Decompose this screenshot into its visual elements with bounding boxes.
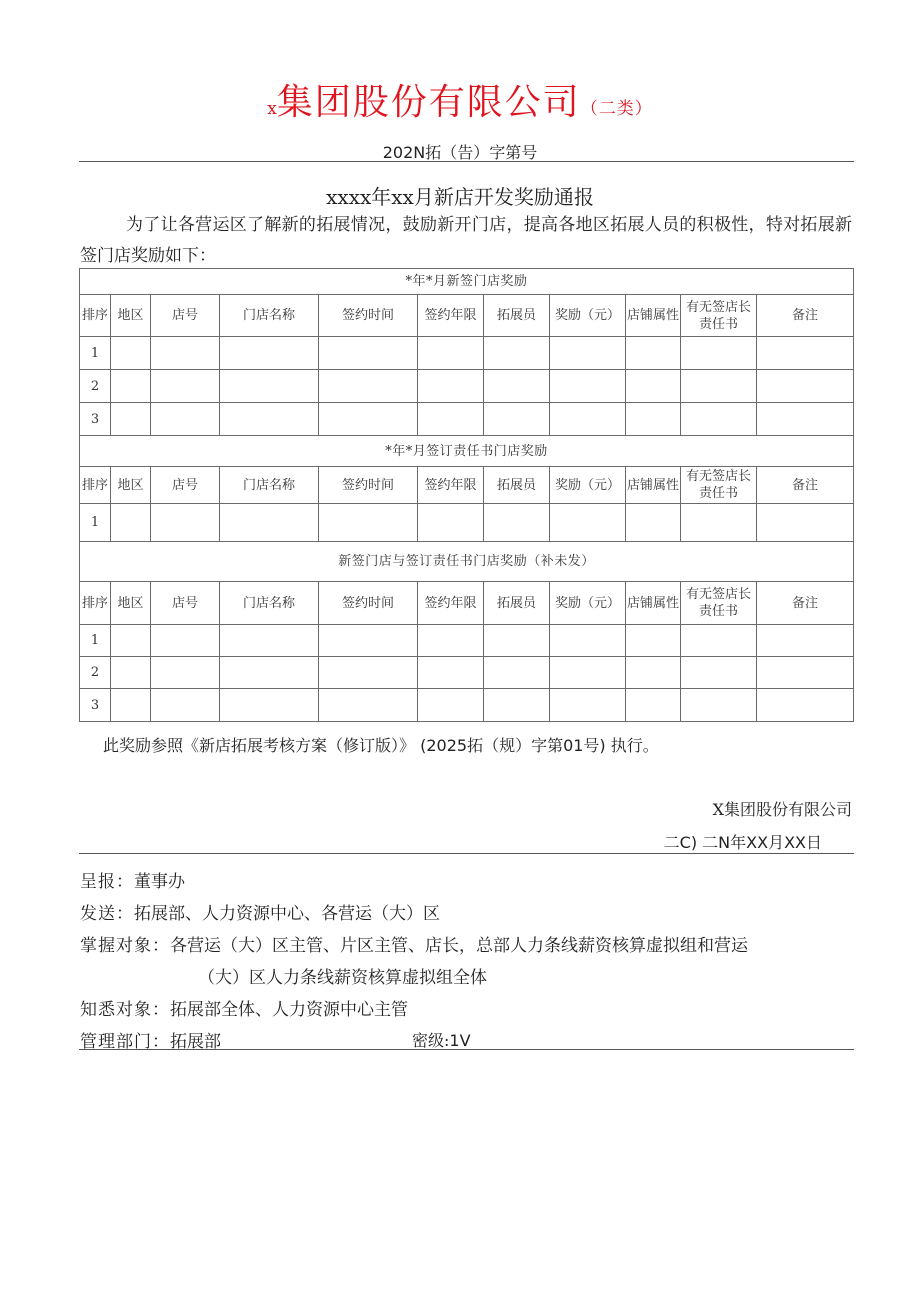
company-prefix: x <box>267 99 277 119</box>
col-header: 奖励（元） <box>550 467 626 504</box>
header-row <box>80 582 854 625</box>
grasp-target <box>80 931 748 956</box>
intro-paragraph: 为了让各营运区了解新的拓展情况，鼓励新开门店，提高各地区拓展人员的积极性，特对拓展新签门店奖励如下： <box>80 215 852 266</box>
reward-table <box>79 268 854 722</box>
col-header: 店号 <box>151 467 220 504</box>
col-header: 奖励（元） <box>550 295 626 337</box>
col-header: 门店名称 <box>220 582 319 625</box>
col-header: 拓展员 <box>484 582 550 625</box>
inform-value: 拓展部全体、人力资源中心主管 <box>170 1000 408 1020</box>
table-row <box>80 689 854 722</box>
col-header: 拓展员 <box>484 467 550 504</box>
send-to-label: 发送： <box>80 904 134 924</box>
table-row <box>80 625 854 657</box>
col-header: 有无签店长责任书 <box>681 295 757 337</box>
report-title: xxxx年xx月新店开发奖励通报 <box>326 185 594 209</box>
reference-end: 执行。 <box>610 736 659 755</box>
grasp-target-continued: （大）区人力条线薪资核算虚拟组全体 <box>198 968 487 988</box>
col-header: 备注 <box>757 582 854 625</box>
table-row <box>80 657 854 689</box>
grasp-label: 掌握对象： <box>80 936 170 956</box>
secret-label: 密级: <box>412 1031 450 1050</box>
section-title-row <box>80 542 854 582</box>
col-header: 奖励（元） <box>550 582 626 625</box>
table-row <box>80 337 854 370</box>
company-name: 集团股份有限公司 <box>276 82 581 123</box>
col-header: 店铺属性 <box>626 582 681 625</box>
header-divider <box>79 161 854 162</box>
col-header: 有无签店长责任书 <box>681 467 757 504</box>
row-number: 3 <box>80 689 111 722</box>
footer-divider <box>79 1049 854 1050</box>
report-to-label: 呈报： <box>80 872 134 892</box>
col-header: 店号 <box>151 582 220 625</box>
row-number: 2 <box>80 370 111 403</box>
col-header: 排序 <box>80 295 111 337</box>
inform-label: 知悉对象： <box>80 1000 170 1020</box>
signature-company: X集团股份有限公司 <box>712 800 852 819</box>
inform-target <box>80 995 408 1020</box>
col-header: 签约时间 <box>319 467 418 504</box>
col-header: 签约时间 <box>319 295 418 337</box>
col-header: 地区 <box>111 582 151 625</box>
col-header: 店铺属性 <box>626 467 681 504</box>
col-header: 有无签店长责任书 <box>681 582 757 625</box>
report-to <box>80 867 185 892</box>
col-header: 备注 <box>757 295 854 337</box>
send-to-value: 拓展部、人力资源中心、各营运（大）区 <box>134 904 440 924</box>
report-to-value: 董事办 <box>134 872 185 892</box>
table-row <box>80 403 854 436</box>
col-header: 地区 <box>111 467 151 504</box>
col-header: 签约年限 <box>418 295 484 337</box>
col-header: 门店名称 <box>220 295 319 337</box>
dept-label: 管理部门： <box>80 1032 170 1052</box>
col-header: 地区 <box>111 295 151 337</box>
header-row <box>80 295 854 337</box>
grasp-value: 各营运（大）区主管、片区主管、店长，总部人力条线薪资核算虚拟组和营运 <box>170 936 748 956</box>
section-title: 新签门店与签订责任书门店奖励（补未发） <box>80 542 854 582</box>
col-header: 店铺属性 <box>626 295 681 337</box>
company-title <box>0 74 920 125</box>
signature-date: 二C) 二N年XX月XX日 <box>663 833 822 852</box>
signature-divider <box>79 853 854 854</box>
secret-level <box>412 1028 471 1051</box>
reference-note <box>103 733 659 756</box>
dept-value: 拓展部 <box>170 1032 221 1052</box>
col-header: 门店名称 <box>220 467 319 504</box>
secret-value: 1V <box>449 1031 471 1050</box>
row-number: 1 <box>80 504 111 542</box>
row-number: 1 <box>80 337 111 370</box>
section-title-row <box>80 269 854 295</box>
col-header: 拓展员 <box>484 295 550 337</box>
col-header: 签约年限 <box>418 467 484 504</box>
send-to <box>80 899 440 924</box>
table-row <box>80 370 854 403</box>
table-row <box>80 504 854 542</box>
col-header: 店号 <box>151 295 220 337</box>
row-number: 1 <box>80 625 111 657</box>
col-header: 签约时间 <box>319 582 418 625</box>
row-number: 2 <box>80 657 111 689</box>
company-category: （二类） <box>580 99 653 119</box>
document-number: 202N拓（告）字第号 <box>382 143 538 162</box>
col-header: 签约年限 <box>418 582 484 625</box>
col-header: 备注 <box>757 467 854 504</box>
section-title-row <box>80 436 854 467</box>
row-number: 3 <box>80 403 111 436</box>
col-header: 排序 <box>80 467 111 504</box>
section-title: *年*月签订责任书门店奖励 <box>80 436 854 467</box>
reference-text: 此奖励参照《新店拓展考核方案（修订版）》 <box>103 736 416 755</box>
reference-doc-number: (2025拓（规）字第01号) <box>420 736 606 755</box>
header-row <box>80 467 854 504</box>
section-title: *年*月新签门店奖励 <box>80 269 854 295</box>
col-header: 排序 <box>80 582 111 625</box>
